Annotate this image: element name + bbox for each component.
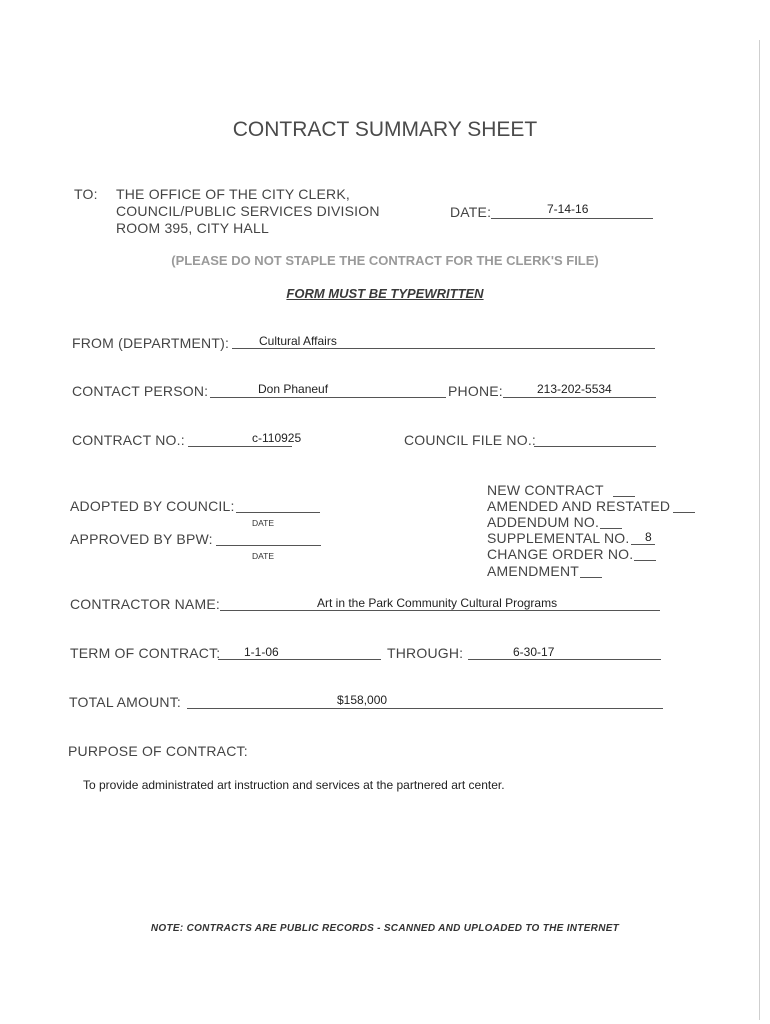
footer-note: NOTE: CONTRACTS ARE PUBLIC RECORDS - SCANNED AND UPLOADED TO THE INTERNET (150, 923, 620, 934)
contact-label: CONTACT PERSON: (72, 383, 209, 399)
supplemental-value: 8 (645, 530, 652, 544)
staple-notice: (PLEASE DO NOT STAPLE THE CONTRACT FOR THE CLERK'S FILE) (171, 253, 599, 268)
term-end-value: 6-30-17 (513, 645, 555, 659)
date-line (491, 218, 653, 219)
adopted-date-caption: DATE (252, 518, 275, 528)
contract-no-label: CONTRACT NO.: (72, 432, 185, 448)
phone-label: PHONE: (448, 383, 503, 399)
new-contract-blank (613, 496, 635, 497)
from-line (232, 348, 655, 349)
contractor-value: Art in the Park Community Cultural Programs (317, 596, 558, 610)
contractor-label: CONTRACTOR NAME: (70, 596, 220, 612)
adopted-label: ADOPTED BY COUNCIL: (70, 498, 235, 514)
total-label: TOTAL AMOUNT: (69, 694, 182, 710)
purpose-value: To provide administrated art instruction and services at the partnered art center. (83, 778, 505, 792)
change-order-label: CHANGE ORDER NO. (487, 546, 634, 562)
term-start-value: 1-1-06 (244, 645, 279, 659)
through-label: THROUGH: (387, 645, 464, 661)
typewritten-notice: FORM MUST BE TYPEWRITTEN (286, 286, 484, 301)
amendment-label: AMENDMENT (487, 563, 580, 579)
purpose-label: PURPOSE OF CONTRACT: (68, 743, 248, 759)
approved-line (216, 545, 321, 546)
term-end-line (468, 659, 661, 660)
term-label: TERM OF CONTRACT: (70, 645, 221, 661)
to-label: TO: (74, 186, 98, 202)
contract-no-line (188, 446, 292, 447)
amended-blank (673, 512, 695, 513)
contract-no-value: c-110925 (252, 431, 302, 445)
approved-date-caption: DATE (252, 551, 275, 561)
change-order-blank (634, 560, 656, 561)
from-value: Cultural Affairs (259, 334, 337, 348)
adopted-line (236, 512, 320, 513)
contact-line (210, 397, 446, 398)
approved-label: APPROVED BY BPW: (70, 531, 213, 547)
total-value: $158,000 (337, 693, 388, 707)
addendum-blank (600, 528, 622, 529)
from-label: FROM (DEPARTMENT): (72, 335, 230, 351)
page-title: CONTRACT SUMMARY SHEET (232, 118, 538, 141)
to-line-1: THE OFFICE OF THE CITY CLERK, (116, 186, 350, 202)
amended-label: AMENDED AND RESTATED (487, 498, 671, 514)
date-label: DATE: (450, 204, 492, 220)
total-line (187, 708, 663, 709)
phone-line (503, 397, 656, 398)
supplemental-label: SUPPLEMENTAL NO. (487, 530, 630, 546)
council-file-label: COUNCIL FILE NO.: (404, 432, 537, 448)
council-file-line (534, 446, 656, 447)
addendum-label: ADDENDUM NO. (487, 514, 600, 530)
scan-edge (759, 40, 760, 1020)
to-line-2: COUNCIL/PUBLIC SERVICES DIVISION (116, 203, 380, 219)
supplemental-blank (631, 544, 655, 545)
amendment-blank (580, 577, 602, 578)
contractor-line (220, 610, 660, 611)
phone-value: 213-202-5534 (537, 382, 612, 396)
new-contract-label: NEW CONTRACT (487, 482, 604, 498)
to-line-3: ROOM 395, CITY HALL (116, 220, 269, 236)
term-start-line (218, 659, 381, 660)
contact-value: Don Phaneuf (258, 382, 329, 396)
date-value: 7-14-16 (547, 202, 589, 216)
